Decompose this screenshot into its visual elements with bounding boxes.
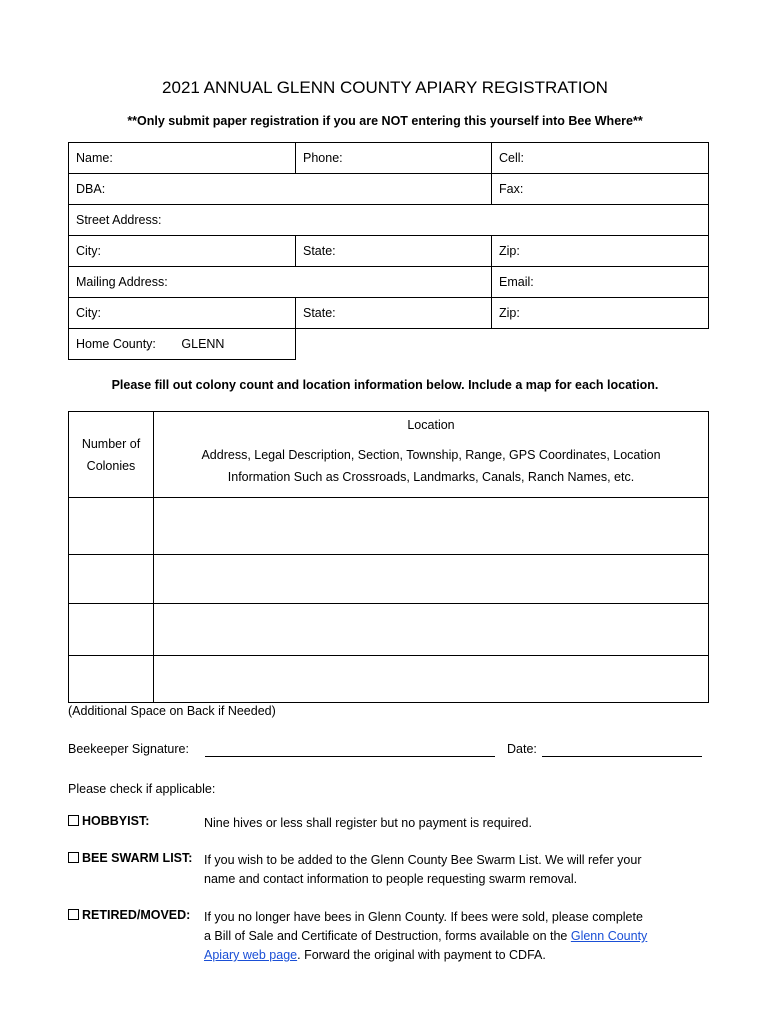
location-header-line2: Information Such as Crossroads, Landmarks, Canals, Ranch Names, etc.	[227, 469, 635, 484]
check-applicable-label: Please check if applicable:	[68, 782, 216, 796]
mailing-state-field[interactable]: State:	[296, 298, 492, 329]
retired-moved-option[interactable]	[68, 908, 190, 922]
retired-desc-line2-text: a Bill of Sale and Certificate of Destruction, forms available on the	[204, 929, 571, 943]
colonies-header-line2: Colonies	[86, 458, 136, 473]
instructions: Please fill out colony count and location information below. Include a map for each location.	[111, 378, 659, 392]
retired-desc-line2	[204, 927, 704, 946]
home-county-field[interactable]	[69, 329, 296, 360]
home-county-label: Home County:	[76, 337, 156, 351]
swarm-list-description	[204, 851, 704, 889]
signature-label: Beekeeper Signature:	[68, 742, 189, 756]
location-header-title: Location	[407, 417, 455, 432]
fax-field[interactable]: Fax:	[492, 174, 709, 205]
name-field[interactable]: Name:	[69, 143, 296, 174]
city-field[interactable]: City:	[69, 236, 296, 267]
state-field[interactable]: State:	[296, 236, 492, 267]
cell-field[interactable]: Cell:	[492, 143, 709, 174]
mailing-zip-field[interactable]: Zip:	[492, 298, 709, 329]
hobbyist-checkbox[interactable]	[68, 815, 79, 826]
retired-desc-line3	[204, 946, 704, 965]
registrant-info-form	[68, 142, 709, 360]
colonies-cell[interactable]	[69, 498, 154, 555]
dba-field[interactable]: DBA:	[69, 174, 492, 205]
colonies-cell[interactable]	[69, 656, 154, 703]
additional-space-note: (Additional Space on Back if Needed)	[68, 704, 276, 718]
location-cell[interactable]	[154, 498, 709, 555]
retired-desc-line3-text: . Forward the original with payment to CDFA.	[297, 948, 546, 962]
page-subtitle: **Only submit paper registration if you are NOT entering this yourself into Bee Where**	[127, 114, 643, 128]
mailing-city-field[interactable]: City:	[69, 298, 296, 329]
street-address-field[interactable]: Street Address:	[69, 205, 709, 236]
page-title: 2021 ANNUAL GLENN COUNTY APIARY REGISTRATION	[162, 78, 608, 97]
location-header-line1: Address, Legal Description, Section, Township, Range, GPS Coordinates, Location	[201, 447, 661, 462]
hobbyist-description: Nine hives or less shall register but no payment is required.	[204, 816, 532, 830]
colonies-header	[69, 412, 154, 498]
location-table	[68, 411, 709, 703]
location-cell[interactable]	[154, 555, 709, 604]
retired-desc-line1: If you no longer have bees in Glenn County. If bees were sold, please complete	[204, 910, 643, 924]
hobbyist-label: HOBBYIST:	[82, 814, 150, 828]
date-line[interactable]	[542, 756, 702, 757]
swarm-desc-line1: If you wish to be added to the Glenn County Bee Swarm List. We will refer your	[204, 853, 642, 867]
location-cell[interactable]	[154, 604, 709, 656]
phone-field[interactable]: Phone:	[296, 143, 492, 174]
colonies-header-line1: Number of	[81, 436, 141, 451]
retired-moved-checkbox[interactable]	[68, 909, 79, 920]
mailing-address-field[interactable]: Mailing Address:	[69, 267, 492, 298]
apiary-web-page-link[interactable]: Apiary web page	[204, 948, 298, 962]
location-header	[154, 412, 709, 498]
colonies-cell[interactable]	[69, 555, 154, 604]
date-label: Date:	[507, 742, 537, 756]
swarm-list-label: BEE SWARM LIST:	[82, 851, 193, 865]
zip-field[interactable]: Zip:	[492, 236, 709, 267]
swarm-list-checkbox[interactable]	[68, 852, 79, 863]
glenn-county-link[interactable]: Glenn County	[570, 929, 648, 943]
colonies-cell[interactable]	[69, 604, 154, 656]
location-cell[interactable]	[154, 656, 709, 703]
email-field[interactable]: Email:	[492, 267, 709, 298]
swarm-desc-line2: name and contact information to people requesting swarm removal.	[204, 872, 578, 886]
retired-moved-label: RETIRED/MOVED:	[82, 908, 191, 922]
hobbyist-option[interactable]	[68, 814, 149, 828]
retired-moved-description	[204, 908, 704, 965]
signature-line[interactable]	[205, 756, 495, 757]
home-county-value: GLENN	[181, 337, 225, 351]
swarm-list-option[interactable]	[68, 851, 192, 865]
